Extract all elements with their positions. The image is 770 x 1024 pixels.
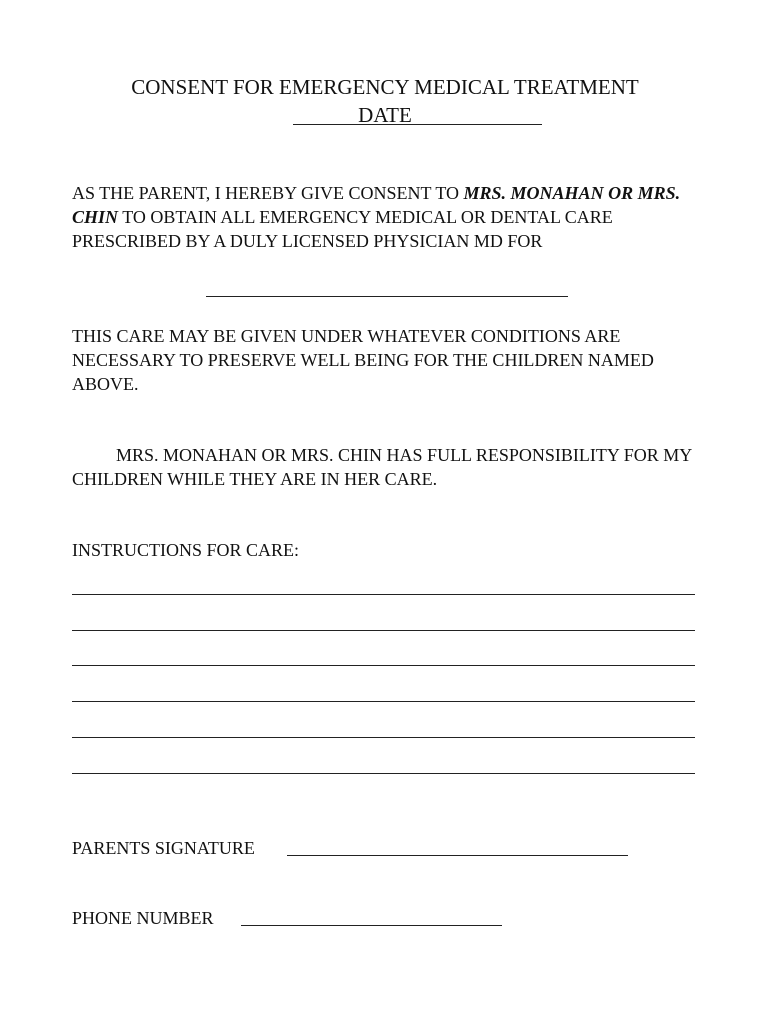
instructions-blank-line[interactable] [72,594,695,595]
conditions-paragraph: THIS CARE MAY BE GIVEN UNDER WHATEVER CONDITIONS ARE NECESSARY TO PRESERVE WELL BEING FOR THE CHILDREN NAMED ABOVE. [72,326,654,394]
instructions-blank-line[interactable] [72,773,695,774]
instructions-blank-line[interactable] [72,665,695,666]
instructions-label: INSTRUCTIONS FOR CARE: [72,540,300,560]
parents-signature-label: PARENTS SIGNATURE [72,838,255,858]
consent-rest-text: TO OBTAIN ALL EMERGENCY MEDICAL OR DENTAL CARE PRESCRIBED BY A DULY LICENSED PHYSICIAN MD FOR [72,207,613,251]
instructions-blank-line[interactable] [72,701,695,702]
responsibility-text: MRS. MONAHAN OR MRS. CHIN HAS FULL RESPONSIBILITY FOR MY CHILDREN WHILE THEY ARE IN HER CARE. [72,445,692,489]
caregivers-name-2: OR MRS. CHIN [72,183,681,227]
parents-signature-blank-line[interactable] [287,855,628,856]
child-name-blank-line[interactable] [206,296,568,297]
instructions-blank-line[interactable] [72,630,695,631]
responsibility-paragraph [72,443,702,491]
phone-number-blank-line[interactable] [241,925,502,926]
phone-number-label: PHONE NUMBER [72,908,214,928]
date-blank-line[interactable] [293,124,542,125]
form-title: CONSENT FOR EMERGENCY MEDICAL TREATMENT [131,75,639,99]
instructions-blank-line[interactable] [72,737,695,738]
caregivers-name-1: MRS. MONAHAN [463,183,604,203]
date-label: DATE [358,103,412,127]
consent-lead-text: AS THE PARENT, I HEREBY GIVE CONSENT TO [72,183,460,203]
consent-paragraph [72,181,702,253]
